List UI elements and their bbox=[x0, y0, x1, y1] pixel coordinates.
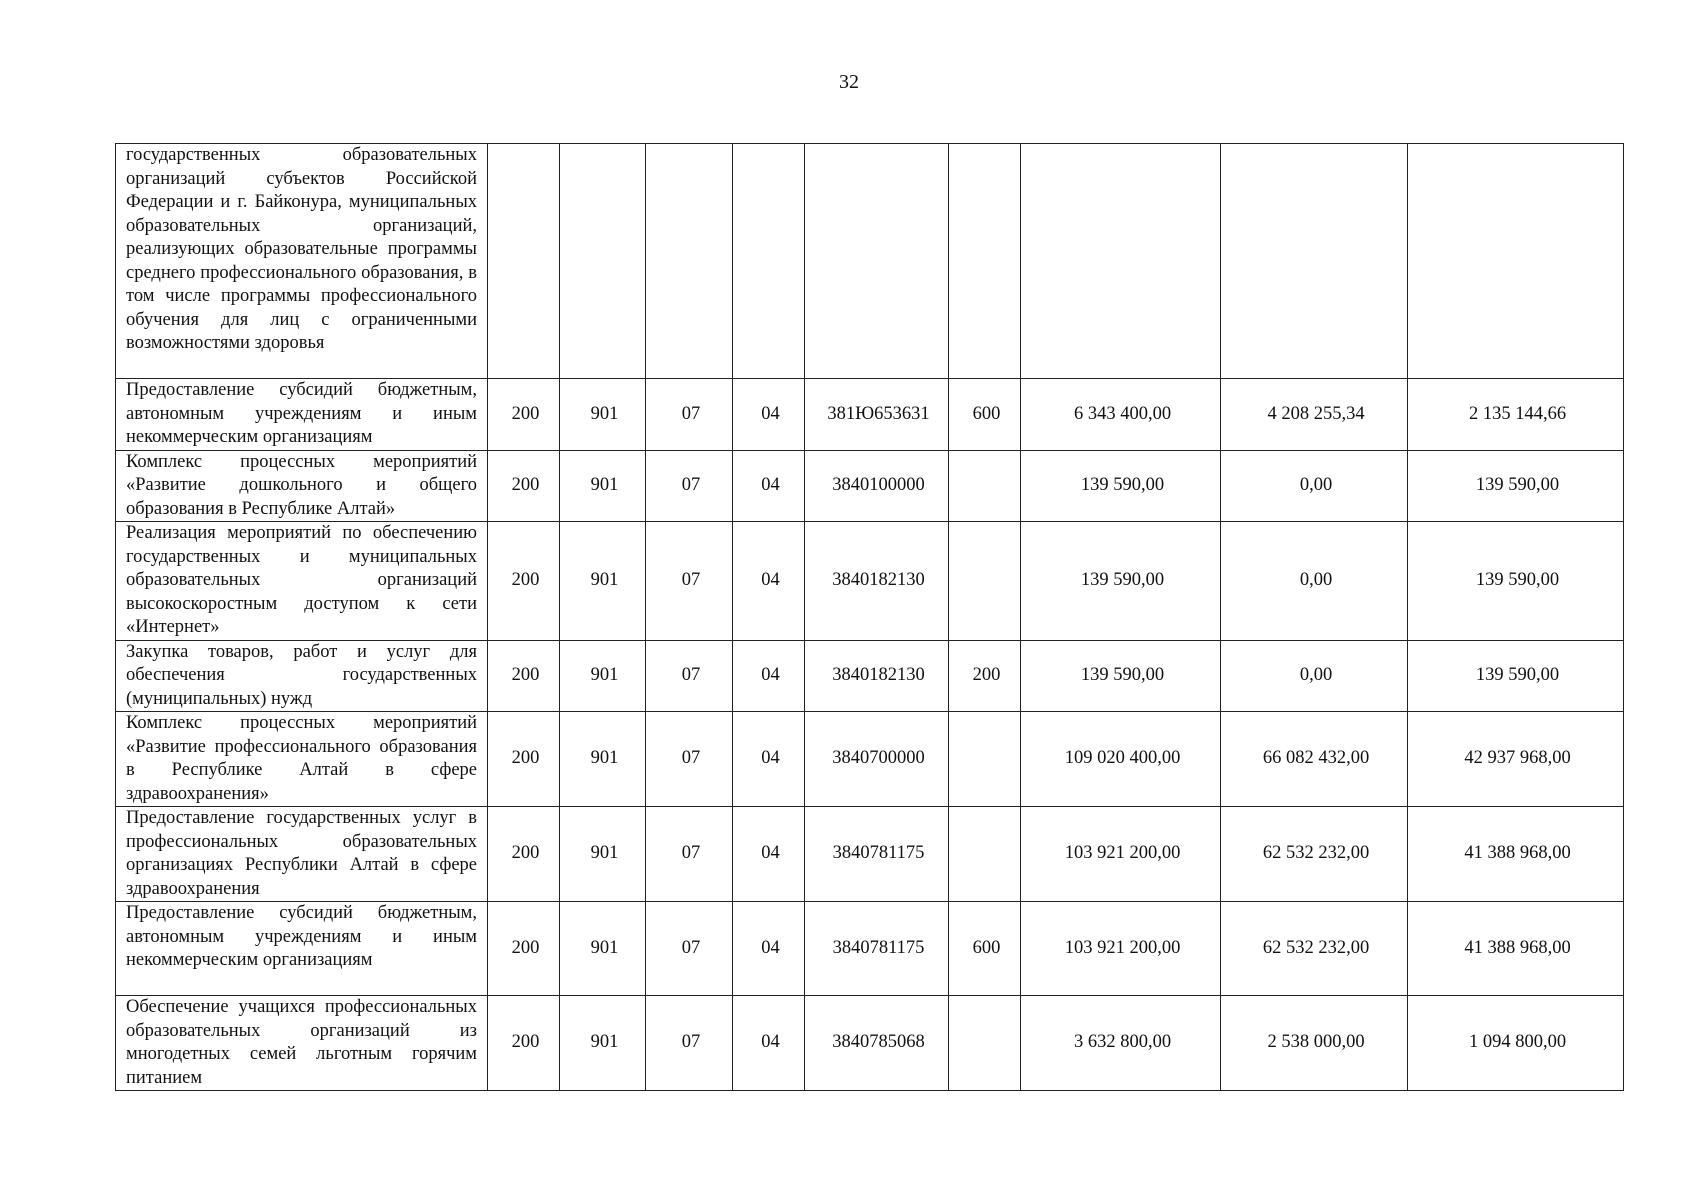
amount-part1: 62 532 232,00 bbox=[1221, 902, 1408, 996]
code-csr: 3840781175 bbox=[805, 807, 949, 902]
code-vr: 600 bbox=[949, 902, 1021, 996]
code-vr bbox=[949, 807, 1021, 902]
code-vr bbox=[949, 522, 1021, 641]
table-row bbox=[116, 902, 1624, 996]
code-ved: 901 bbox=[560, 712, 646, 807]
code-grbs: 200 bbox=[488, 450, 560, 522]
row-description: Реализация мероприятий по обеспечению государственных и муниципальных образовательных организаций высокоскоростным доступом к сети «Интернет» bbox=[116, 522, 488, 641]
amount-total: 109 020 400,00 bbox=[1021, 712, 1221, 807]
amount-part2 bbox=[1408, 144, 1624, 379]
code-grbs: 200 bbox=[488, 902, 560, 996]
code-rz: 07 bbox=[646, 522, 733, 641]
amount-total: 103 921 200,00 bbox=[1021, 902, 1221, 996]
amount-total: 6 343 400,00 bbox=[1021, 379, 1221, 451]
amount-total: 3 632 800,00 bbox=[1021, 996, 1221, 1091]
page-number: 32 bbox=[839, 71, 859, 93]
code-rz bbox=[646, 144, 733, 379]
row-description: государственных образовательных организаций субъектов Российской Федерации и г. Байконура, муниципальных образовательных организаций, реализующих образовательные программы среднего профессионального образования, в том числе программы профессионального обучения для лиц с ограниченными возможностями здоровья bbox=[116, 144, 488, 379]
code-grbs bbox=[488, 144, 560, 379]
table-row bbox=[116, 807, 1624, 902]
code-ved: 901 bbox=[560, 522, 646, 641]
table-row bbox=[116, 522, 1624, 641]
code-vr: 200 bbox=[949, 640, 1021, 712]
row-description: Предоставление государственных услуг в профессиональных образовательных организациях Республики Алтай в сфере здравоохранения bbox=[116, 807, 488, 902]
code-ved: 901 bbox=[560, 996, 646, 1091]
code-grbs: 200 bbox=[488, 807, 560, 902]
code-pr bbox=[733, 144, 805, 379]
code-grbs: 200 bbox=[488, 640, 560, 712]
code-rz: 07 bbox=[646, 996, 733, 1091]
amount-total: 103 921 200,00 bbox=[1021, 807, 1221, 902]
row-description: Предоставление субсидий бюджетным, автономным учреждениям и иным некоммерческим организациям bbox=[116, 379, 488, 451]
code-ved: 901 bbox=[560, 807, 646, 902]
table-row bbox=[116, 379, 1624, 451]
code-rz: 07 bbox=[646, 379, 733, 451]
code-ved: 901 bbox=[560, 640, 646, 712]
code-csr: 3840700000 bbox=[805, 712, 949, 807]
row-description: Обеспечение учащихся профессиональных образовательных организаций из многодетных семей льготным горячим питанием bbox=[116, 996, 488, 1091]
code-csr: 3840785068 bbox=[805, 996, 949, 1091]
amount-total: 139 590,00 bbox=[1021, 640, 1221, 712]
amount-total bbox=[1021, 144, 1221, 379]
code-pr: 04 bbox=[733, 379, 805, 451]
row-description: Комплекс процессных мероприятий «Развитие профессионального образования в Республике Алтай в сфере здравоохранения» bbox=[116, 712, 488, 807]
amount-part2: 1 094 800,00 bbox=[1408, 996, 1624, 1091]
code-rz: 07 bbox=[646, 640, 733, 712]
code-csr: 3840781175 bbox=[805, 902, 949, 996]
code-vr: 600 bbox=[949, 379, 1021, 451]
code-ved bbox=[560, 144, 646, 379]
code-pr: 04 bbox=[733, 450, 805, 522]
code-rz: 07 bbox=[646, 807, 733, 902]
code-pr: 04 bbox=[733, 522, 805, 641]
code-pr: 04 bbox=[733, 807, 805, 902]
table-row bbox=[116, 640, 1624, 712]
amount-part2: 41 388 968,00 bbox=[1408, 902, 1624, 996]
code-vr bbox=[949, 450, 1021, 522]
row-description: Комплекс процессных мероприятий «Развитие дошкольного и общего образования в Республике Алтай» bbox=[116, 450, 488, 522]
table-row bbox=[116, 450, 1624, 522]
code-vr bbox=[949, 144, 1021, 379]
code-ved: 901 bbox=[560, 379, 646, 451]
code-pr: 04 bbox=[733, 902, 805, 996]
code-csr: 381Ю653631 bbox=[805, 379, 949, 451]
amount-part1: 2 538 000,00 bbox=[1221, 996, 1408, 1091]
table-row bbox=[116, 996, 1624, 1091]
code-rz: 07 bbox=[646, 902, 733, 996]
row-description: Предоставление субсидий бюджетным, автономным учреждениям и иным некоммерческим организациям bbox=[116, 902, 488, 996]
budget-table bbox=[115, 143, 1624, 1091]
amount-part1 bbox=[1221, 144, 1408, 379]
table-row bbox=[116, 712, 1624, 807]
code-ved: 901 bbox=[560, 450, 646, 522]
code-csr bbox=[805, 144, 949, 379]
row-description: Закупка товаров, работ и услуг для обеспечения государственных (муниципальных) нужд bbox=[116, 640, 488, 712]
amount-part1: 0,00 bbox=[1221, 450, 1408, 522]
amount-part1: 0,00 bbox=[1221, 522, 1408, 641]
amount-part2: 41 388 968,00 bbox=[1408, 807, 1624, 902]
amount-total: 139 590,00 bbox=[1021, 450, 1221, 522]
code-csr: 3840100000 bbox=[805, 450, 949, 522]
code-pr: 04 bbox=[733, 712, 805, 807]
code-rz: 07 bbox=[646, 450, 733, 522]
code-grbs: 200 bbox=[488, 522, 560, 641]
amount-part2: 139 590,00 bbox=[1408, 450, 1624, 522]
code-grbs: 200 bbox=[488, 996, 560, 1091]
amount-part2: 2 135 144,66 bbox=[1408, 379, 1624, 451]
amount-part2: 139 590,00 bbox=[1408, 522, 1624, 641]
code-vr bbox=[949, 712, 1021, 807]
code-rz: 07 bbox=[646, 712, 733, 807]
table-row bbox=[116, 144, 1624, 379]
amount-total: 139 590,00 bbox=[1021, 522, 1221, 641]
code-csr: 3840182130 bbox=[805, 640, 949, 712]
amount-part1: 66 082 432,00 bbox=[1221, 712, 1408, 807]
code-grbs: 200 bbox=[488, 712, 560, 807]
code-vr bbox=[949, 996, 1021, 1091]
amount-part2: 139 590,00 bbox=[1408, 640, 1624, 712]
amount-part1: 0,00 bbox=[1221, 640, 1408, 712]
amount-part1: 62 532 232,00 bbox=[1221, 807, 1408, 902]
code-grbs: 200 bbox=[488, 379, 560, 451]
code-pr: 04 bbox=[733, 996, 805, 1091]
code-ved: 901 bbox=[560, 902, 646, 996]
amount-part1: 4 208 255,34 bbox=[1221, 379, 1408, 451]
code-csr: 3840182130 bbox=[805, 522, 949, 641]
code-pr: 04 bbox=[733, 640, 805, 712]
amount-part2: 42 937 968,00 bbox=[1408, 712, 1624, 807]
